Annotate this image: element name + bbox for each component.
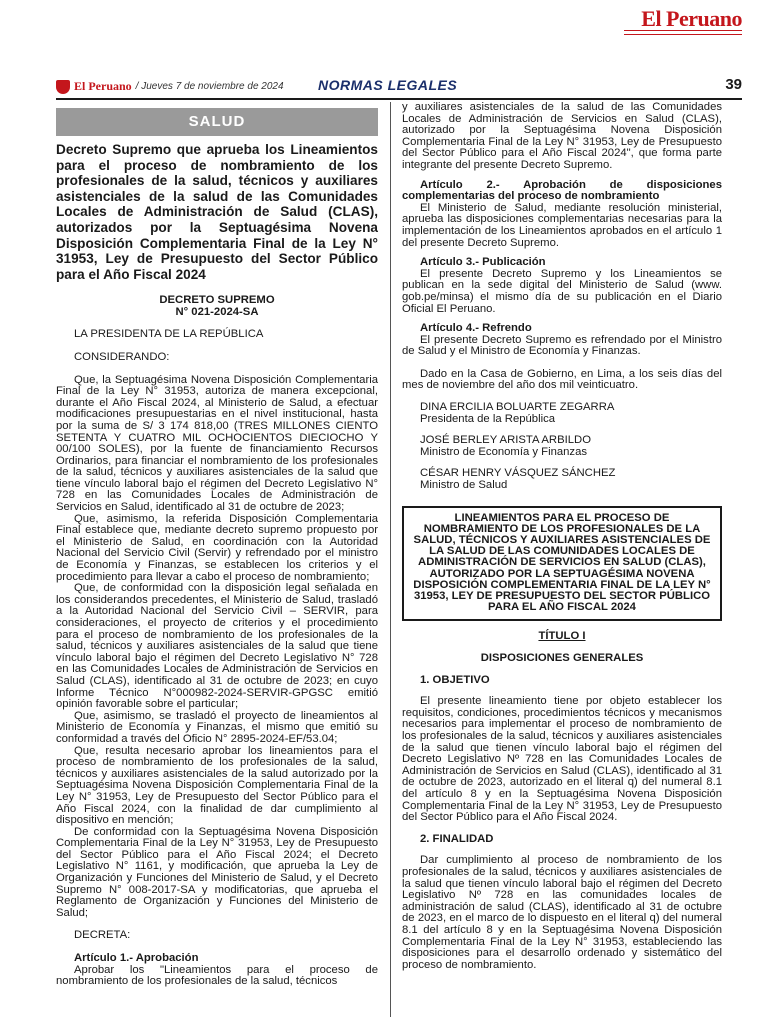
section-text: Dar cumplimiento al proceso de nombramiento de los profesionales de la salud, técnicos y auxiliares asistenciales de la salud que tienen vínculo laboral bajo el régimen del Decreto Legislativo Nº 728 en las comunidades locales de administración de salud (CLAS), identificado al 31 de octubre de 2023, en el marco de lo dispuesto en el literal q) del numeral 8.1 del artículo 8 y en la Septuagésima Novena Disposición Complementaria Final de la Ley N° 31953, estableciendo las disposiciones para el desarrollo ordenado y sistemático del proceso de nombramiento. — [402, 854, 722, 971]
section-heading: 2. FINALIDAD — [420, 832, 494, 845]
article-text: El Ministerio de Salud, mediante resolución ministerial, aprueba las disposiciones complementarias necesarias para la implementación de los Lineamientos aprobados en el artículo 1 del presente Decreto Supremo. — [402, 201, 722, 249]
paragraph: Que, la Septuagésima Novena Disposición Complementaria Final de la Ley N° 31953, autoriza de manera excepcional, durante el Año Fiscal 2024, al Ministerio de Salud, a efectuar modificaciones presupuestarias en el nivel institucional, hasta por la suma de S/ 3 174 818,00 (TRES MILLONES CIENTO SETENTA Y CUATRO MIL OCHOCIENTOS DIECIOCHO Y 00/100 SOLES), por la fuente de financiamiento Recursos Ordinarios, para financiar el nombramiento de los profesionales de la salud, técnicos y auxiliares asistenciales de la salud que tiene vínculo laboral bajo el régimen del Decreto Legislativo N° 728 en las Comunidades Locales de Administración de Servicios en Salud, identificado al 31 de octubre de 2023; — [56, 373, 378, 514]
header-logo — [56, 79, 284, 94]
column-divider — [390, 102, 391, 1017]
signature-block — [402, 435, 722, 458]
shield-icon — [56, 80, 70, 94]
article-text: El presente Decreto Supremo y los Lineamientos se publican en la sede digital del Ministerio de Salud (www. gob.pe/minsa) el mismo día de su publicación en el Diario Oficial El Peruano. — [402, 267, 722, 315]
considerando: CONSIDERANDO: — [74, 350, 170, 363]
article-title: Artículo 1.- Aprobación — [74, 952, 199, 965]
signatory-role: Ministro de Salud — [420, 479, 508, 492]
signatory-name: DINA ERCILIA BOLUARTE ZEGARRA — [420, 401, 615, 414]
decree-heading — [56, 294, 378, 318]
section-label: SALUD — [56, 108, 378, 136]
paragraph: Que, resulta necesario aprobar los lineamientos para el proceso de nombramiento de los profesionales de la salud, técnicos y auxiliares asistenciales de la salud autorizado por la Septuagésima Novena Disposición Complementaria Final de la Ley N° 31953, Ley de Presupuesto del Sector Público para el Año Fiscal 2024, con la finalidad de dar cumplimiento al dispositivo en mención; — [56, 744, 378, 827]
page-number: 39 — [725, 76, 742, 93]
paragraph: Que, asimismo, se trasladó el proyecto de lineamientos al Ministerio de Economía y Finanzas, el mismo que emitió su conformidad a través del Oficio N° 2895-2024-EF/53.04; — [56, 709, 378, 745]
decreta: DECRETA: — [74, 929, 131, 942]
signatory-role: Presidenta de la República — [420, 412, 556, 425]
header-section: NORMAS LEGALES — [318, 77, 458, 93]
paragraph: Que, de conformidad con la disposición legal señalada en los considerandos precedentes, el Ministerio de Salud, trasladó a la Autoridad Nacional del Servicio Civil – SERVIR, para consideraciones, el proyecto de criterios y el procedimiento para el proceso de nombramiento de los profesionales de la salud, técnicos y auxiliares asistenciales de la salud que tiene vínculo laboral bajo el régimen del Decreto Legislativo N° 728 en las Comunidades Locales de Administración de Servicios en Salud (CLAS), identificado al 31 de octubre de 2023; en cuyo Informe Técnico N°000982-2024-SERVIR-GPGSC emitió opinión favorable sobre el particular; — [56, 582, 378, 711]
article-text: Aprobar los "Lineamientos para el proceso de nombramiento de los profesionales de la salud, técnicos — [56, 963, 378, 988]
guidelines-title: LINEAMIENTOS PARA EL PROCESO DE NOMBRAMIENTO DE LOS PROFESIONALES DE LA SALUD, TÉCNICOS Y AUXILIARES ASISTENCIALES DE LA SALUD DE LAS COMUNIDADES LOCALES DE ADMINISTRACIÓN DE SERVICIOS EN SALUD (CLAS), AUTORIZADO POR LA SEPTUAGÉSIMA NOVENA DISPOSICIÓN COMPLEMENTARIA FINAL DE LA LEY N° 31953, LEY DE PRESUPUESTO DEL SECTOR PÚBLICO PARA EL AÑO FISCAL 2024 — [413, 511, 711, 614]
signatory-name: JOSÉ BERLEY ARISTA ARBILDO — [420, 434, 591, 447]
masthead-logo: El Peruano — [641, 6, 742, 31]
header-brand: El Peruano — [74, 79, 132, 93]
article-title: Artículo 2.- Aprobación de disposiciones complementarias del proceso de nombramiento — [402, 178, 722, 203]
paragraph: De conformidad con la Septuagésima Novena Disposición Complementaria Final de la Ley N° 31953, Ley de Presupuesto del Sector Público para el Año Fiscal 2024; el Decreto Legislativo N° 1161, y modificación, que aprueba la Ley de Organización y Funciones del Ministerio de Salud, y el Decreto Supremo N° 008-2017-SA y modificatorias, que aprueba el Reglamento de Organización y Funciones del Ministerio de Salud; — [56, 825, 378, 919]
right-column — [402, 102, 722, 971]
signature-block — [402, 468, 722, 491]
decree-number: N° 021-2024-SA — [175, 306, 259, 319]
left-column — [56, 108, 378, 988]
article-text: El presente Decreto Supremo es refrendado por el Ministro de Salud y el Ministro de Economía y Finanzas. — [402, 333, 722, 358]
article-title: Artículo 4.- Refrendo — [420, 322, 532, 335]
president-line: LA PRESIDENTA DE LA REPÚBLICA — [74, 328, 264, 341]
article-title: Artículo 3.- Publicación — [420, 256, 546, 269]
disposiciones-heading: DISPOSICIONES GENERALES — [480, 652, 644, 665]
section-text: El presente lineamiento tiene por objeto establecer los requisitos, condiciones, procedimientos técnicos y mecanismos necesarios para implementar el proceso de nombramiento de los profesionales de la salud, técnicos y auxiliares asistenciales de la salud que tienen vínculo laboral bajo el régimen del Decreto Legislativo Nº 728 en las Comunidades Locales de Administración de Servicios en Salud (CLAS), identificado al 31 de octubre de 2023, autorizado en el literal q) del numeral 8.1 del artículo 8 y en la Septuagésima Novena Disposición Complementaria Final de la Ley N° 31953, Ley de Presupuesto del Sector Público para el Año Fiscal 2024. — [402, 695, 722, 824]
signatory-name: CÉSAR HENRY VÁSQUEZ SÁNCHEZ — [420, 467, 616, 480]
guidelines-box — [402, 506, 722, 622]
signature-block — [402, 402, 722, 425]
article-continuation: y auxiliares asistenciales de la salud de las Comunidades Locales de Administración de Servicios en Salud (CLAS), autorizado por la Septuagésima Novena Disposición Complementaria Final de la Ley N° 31953, Ley de Presupuesto del Sector Público para el Año Fiscal 2024", que forma parte integrante del presente Decreto Supremo. — [402, 101, 722, 171]
dado-en: Dado en la Casa de Gobierno, en Lima, a los seis días del mes de noviembre del año dos mil veinticuatro. — [402, 367, 722, 392]
section-heading: 1. OBJETIVO — [420, 673, 490, 686]
masthead-rule — [624, 30, 742, 35]
header-date: / Jueves 7 de noviembre de 2024 — [135, 81, 284, 92]
page-header — [56, 76, 742, 100]
titulo-heading: TÍTULO I — [538, 630, 586, 643]
signatory-role: Ministro de Economía y Finanzas — [420, 445, 588, 458]
decree-title: Decreto Supremo que aprueba los Lineamientos para el proceso de nombramiento de los profesionales de la salud, técnicos y auxiliares asistenciales de la salud de las Comunidades Locales de Administración de Salud (CLAS), autorizados por la Septuagésima Novena Disposición Complementaria Final de la Ley N° 31953, Ley de Presupuesto del Sector Público para el Año Fiscal 2024 — [56, 142, 378, 282]
paragraph: Que, asimismo, la referida Disposición Complementaria Final establece que, mediante decreto supremo propuesto por el Ministerio de Salud, en coordinación con la Autoridad Nacional del Servicio Civil (Servir) y refrendado por el ministro de Economía y Finanzas, se establecen los criterios y el procedimiento para llevar a cabo el proceso de nombramiento; — [56, 512, 378, 583]
decree-type: DECRETO SUPREMO — [159, 294, 275, 307]
